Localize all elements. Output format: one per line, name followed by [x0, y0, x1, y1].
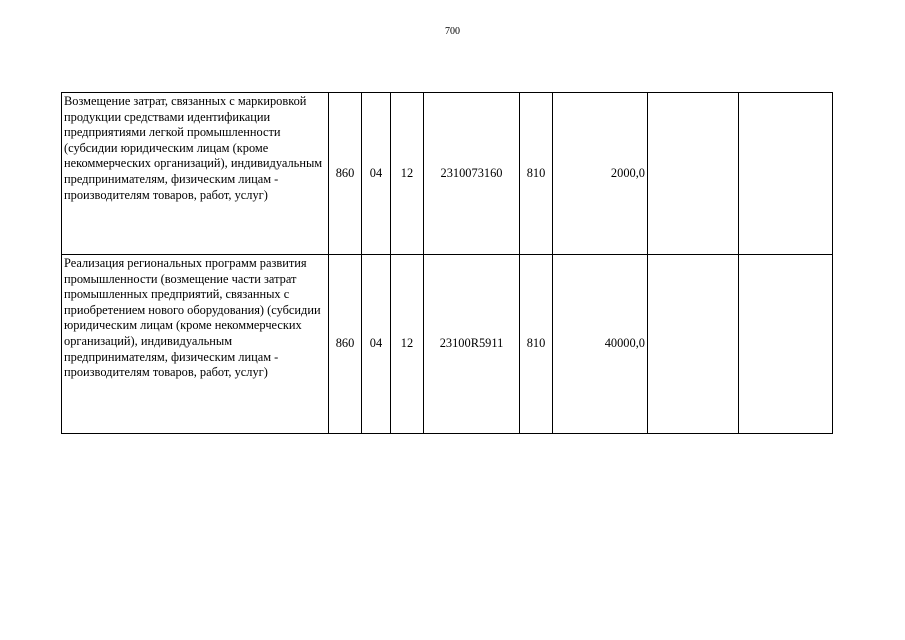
row-description: Возмещение затрат, связанных с маркировкой продукции средствами идентификации предприятиями легкой промышленности (субсидии юридическим лицам (кроме некоммерческих организаций), индивидуальным предпринимателям, физическим лицам - производителям товаров, работ, услуг) [62, 93, 329, 255]
row-section: 04 [362, 255, 391, 434]
row-ministry-code: 860 [329, 93, 362, 255]
row-section: 04 [362, 93, 391, 255]
row-col9 [739, 255, 833, 434]
row-subsection: 12 [391, 255, 424, 434]
row-description: Реализация региональных программ развития промышленности (возмещение части затрат промышленных предприятий, связанных с приобретением нового оборудования) (субсидии юридическим лицам (кроме некоммерческих организаций), индивидуальным предпринимателям, физическим лицам - производителям товаров, работ, услуг) [62, 255, 329, 434]
page-number: 700 [445, 26, 460, 37]
row-col8 [648, 255, 739, 434]
row-col9 [739, 93, 833, 255]
row-target-article: 2310073160 [424, 93, 520, 255]
row-target-article: 23100R5911 [424, 255, 520, 434]
row-expense-type: 810 [520, 93, 553, 255]
row-expense-type: 810 [520, 255, 553, 434]
table-row [62, 255, 833, 434]
row-col8 [648, 93, 739, 255]
row-amount: 40000,0 [553, 255, 648, 434]
budget-table [61, 92, 833, 434]
row-subsection: 12 [391, 93, 424, 255]
row-amount: 2000,0 [553, 93, 648, 255]
table-row [62, 93, 833, 255]
row-ministry-code: 860 [329, 255, 362, 434]
